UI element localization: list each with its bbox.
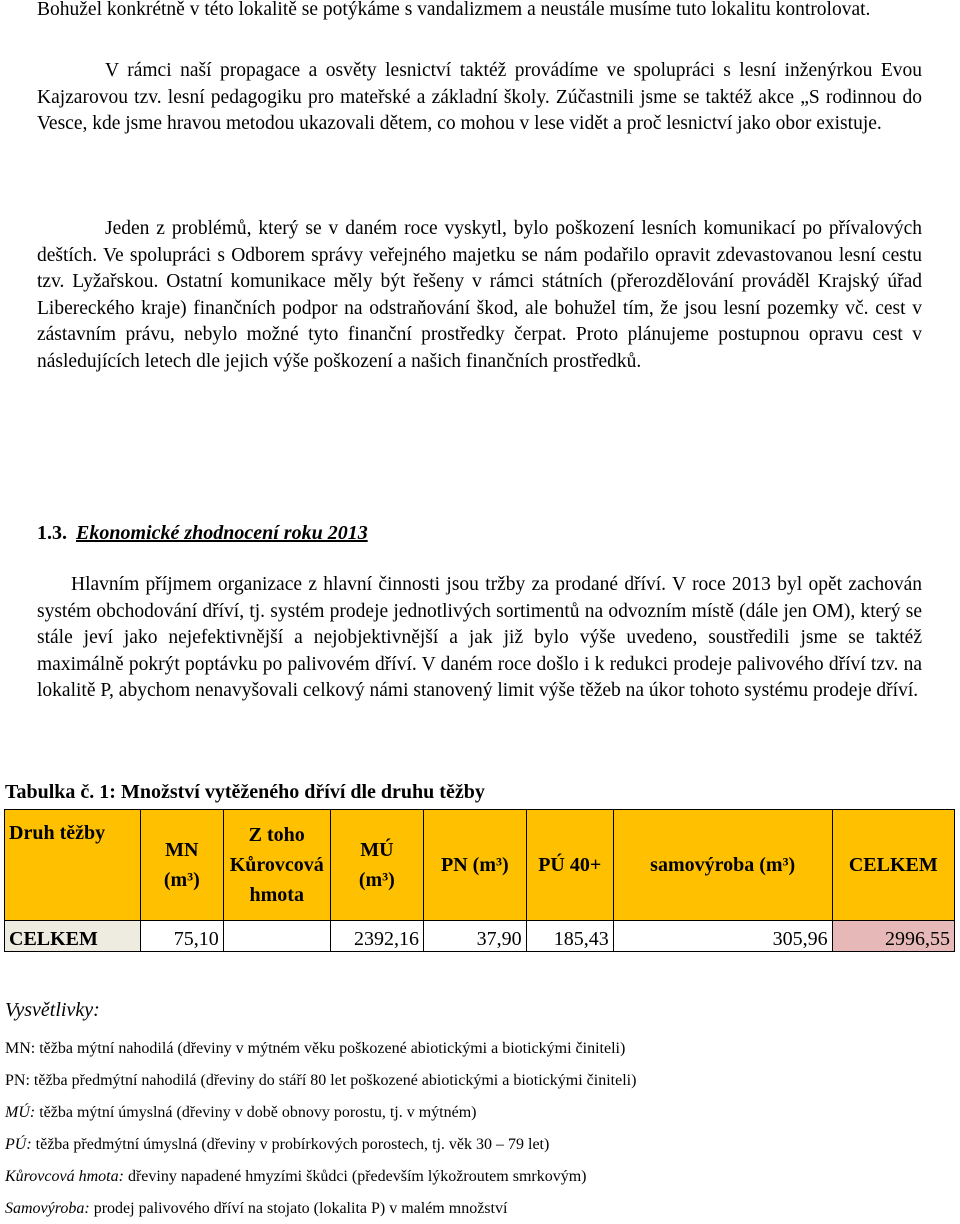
cell-self-harvest: 305,96 (613, 921, 832, 952)
legend-item-self-harvest (5, 1200, 507, 1218)
col-header-bark-line1: Z toho (248, 824, 305, 846)
paragraph-forest-pedagogy (37, 58, 922, 138)
legend-desc: těžba předmýtní nahodilá (dřeviny do stáří 80 let poškozené abiotickými a biotickými činiteli) (33, 1072, 637, 1089)
col-header-pu40: PÚ 40+ (526, 810, 613, 921)
table-caption: Tabulka č. 1: Množství vytěženého dříví dle druhu těžby (5, 781, 485, 803)
legend-term: Samovýroba: (5, 1200, 90, 1217)
col-header-mu-line2: (m³) (358, 869, 395, 891)
paragraph-text: V rámci naší propagace a osvěty lesnictví taktéž provádíme ve spolupráci s lesní inženýrkou Evou Kajzarovou tzv. lesní pedagogiku pro mateřské a základní školy. Zúčastnili jsme se taktéž akce „S rodinnou do Vesce, kde jsme hravou metodou ukazovali dětem, co mohou v lese vidět a proč lesnictví jako obor existuje. (37, 60, 922, 135)
legend-desc: prodej palivového dříví na stojato (lokalita P) v malém množství (93, 1200, 508, 1217)
col-header-total: CELKEM (832, 810, 954, 921)
col-header-mu (330, 810, 423, 921)
col-header-mn (140, 810, 223, 921)
col-header-bark-line3: hmota (249, 884, 304, 906)
legend-desc: těžba předmýtní úmyslná (dřeviny v probírkových porostech, tj. věk 30 – 79 let) (35, 1136, 550, 1153)
col-header-mn-line1: MN (165, 839, 199, 861)
cell-total: 2996,55 (832, 921, 954, 952)
col-header-pn: PN (m³) (424, 810, 527, 921)
paragraph-text: Bohužel konkrétně v této lokalitě se potýkáme s vandalizmem a neustále musíme tuto lokalitu kontrolovat. (37, 0, 871, 20)
section-title: Ekonomické zhodnocení roku 2013 (76, 522, 368, 544)
paragraph-text: Hlavním příjmem organizace z hlavní činnosti jsou tržby za prodané dříví. V roce 2013 byl opět zachován systém obchodování dříví, tj. systém prodeje jednotlivých sortimentů na odvozním místě (dále jen OM), který se stále jeví jako nejefektivnější a nejobjektivnější a jak již bylo výše uvedeno, soustředili jsme se taktéž maximálně pokrýt poptávku po palivovém dříví. V daném roce došlo i k redukci prodeje palivového dříví tzv. na lokalitě P, abychom nenavyšovali celkový námi stanovený limit výše těžeb na úkor tohoto systému prodeje dříví. (37, 574, 922, 702)
legend-term: MÚ: (5, 1104, 36, 1121)
section-number: 1.3. (37, 522, 67, 544)
legend-term: Kůrovcová hmota: (5, 1168, 124, 1185)
col-header-mu-line1: MÚ (360, 839, 394, 861)
legend-term: MN: (5, 1040, 36, 1057)
paragraph-economic-summary (37, 572, 922, 705)
legend-title: Vysvětlivky: (5, 999, 100, 1021)
legend-desc: těžba mýtní nahodilá (dřeviny v mýtném věku poškozené abiotickými a biotickými činiteli) (39, 1040, 626, 1057)
table-row (5, 921, 955, 952)
cell-pn: 37,90 (424, 921, 527, 952)
col-header-bark-beetle (223, 810, 330, 921)
legend-term: PÚ: (5, 1136, 32, 1153)
col-header-bark-line2: Kůrovcová (229, 854, 324, 876)
col-header-mn-line2: (m³) (163, 869, 200, 891)
legend-term: PN: (5, 1072, 30, 1089)
legend-item-pn (5, 1072, 636, 1090)
cell-mn: 75,10 (140, 921, 223, 952)
section-heading (37, 522, 368, 545)
paragraph-vandalism (37, 0, 922, 24)
cell-pu40: 185,43 (526, 921, 613, 952)
cell-mu: 2392,16 (330, 921, 423, 952)
legend-item-bark-beetle (5, 1168, 587, 1186)
legend-desc: dřeviny napadené hmyzími škůdci (především lýkožroutem smrkovým) (127, 1168, 587, 1185)
cell-row-label: CELKEM (5, 921, 141, 952)
paragraph-road-damage (37, 216, 922, 376)
legend-item-pu (5, 1136, 549, 1154)
legend-item-mu (5, 1104, 476, 1122)
legend-desc: těžba mýtní úmyslná (dřeviny v době obnovy porostu, tj. v mýtném) (39, 1104, 477, 1121)
table-header-row (5, 810, 955, 921)
paragraph-text: Jeden z problémů, který se v daném roce vyskytl, bylo poškození lesních komunikací po přívalových deštích. Ve spolupráci s Odborem správy veřejného majetku se nám podařilo opravit zdevastovanou lesní cestu tzv. Lyžařskou. Ostatní komunikace měly být řešeny v rámci státních (přerozdělování prováděl Krajský úřad Libereckého kraje) finančních podpor na odstraňování škod, ale bohužel tím, že jsou lesní pozemky vč. cest v zástavním právu, nebylo možné tyto finanční prostředky čerpat. Proto plánujeme postupnou opravu cest v následujících letech dle jejich výše poškození a našich finančních prostředků. (37, 218, 922, 372)
col-header-self-harvest: samovýroba (m³) (613, 810, 832, 921)
cell-bark-beetle (223, 921, 330, 952)
legend-item-mn (5, 1040, 625, 1058)
harvest-table (4, 809, 955, 952)
col-header-type: Druh těžby (5, 810, 141, 921)
